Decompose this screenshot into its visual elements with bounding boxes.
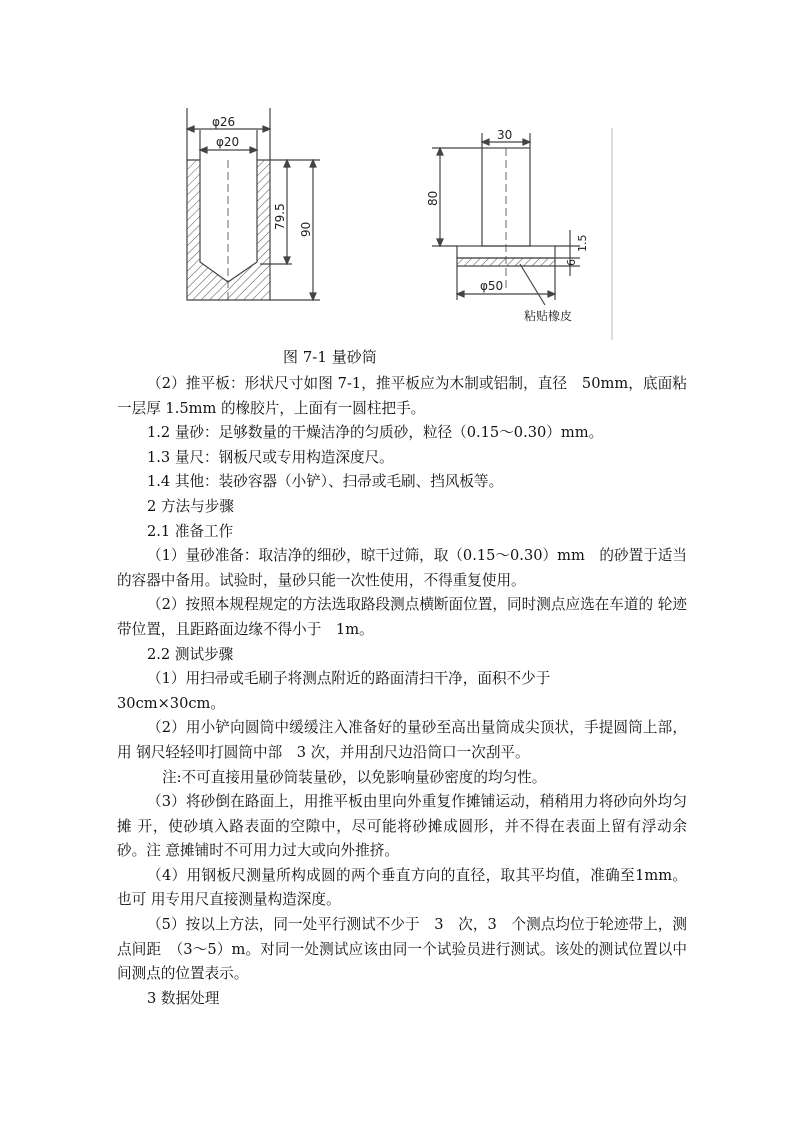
- dim-plate-total: 6: [565, 259, 578, 266]
- section-heading-preparation: 2.1 准备工作: [147, 522, 234, 540]
- section-heading-methods: 2 方法与步骤: [147, 497, 234, 515]
- section-heading-data-processing: 3 数据处理: [147, 989, 220, 1007]
- paragraph-sand: 1.2 量砂：足够数量的干燥洁净的匀质砂，粒径（0.15～0.30）mm。: [147, 424, 604, 442]
- paragraph-sand-prep: （1）量砂准备：取洁净的细砂，晾干过筛，取（0.15～0.30）mm 的砂置于适当的容器中备用。试验时，量砂只能一次性使用，不得重复使用。: [117, 547, 687, 589]
- sand-cylinder-drawing: [0, 0, 800, 350]
- paragraph-step-4: （4）用钢板尺测量所构成圆的两个垂直方向的直径，取其平均值，准确至1mm。也可 用专用尺直接测量构造深度。: [117, 866, 687, 909]
- dim-outer-dia: φ26: [212, 115, 236, 129]
- paragraph-step-1: （1）用扫帚或毛刷子将测点附近的路面清扫干净，面积不少于: [147, 670, 551, 688]
- dim-total-height: 90: [299, 221, 313, 237]
- paragraph-step-2: （2）用小铲向圆筒中缓缓注入准备好的量砂至高出量筒成尖顶状，手提圆筒上部，用 钢尺轻轻叩打圆筒中部 3 次，并用刮尺边沿筒口一次刮平。: [117, 719, 687, 761]
- paragraph-others: 1.4 其他：装砂容器（小铲）、扫帚或毛刷、挡风板等。: [147, 473, 504, 491]
- dim-plate-thickness: 1.5: [576, 234, 589, 252]
- paragraph-step-5: （5）按以上方法，同一处平行测试不少于 3 次，3 个测点均位于轮迹带上，测点间距 （3～5）m。对同一处测试应该由同一个试验员进行测试。该处的测试位置以中间测点的位置表示。: [117, 916, 687, 983]
- dim-handle-width: 30: [497, 128, 513, 142]
- figure-7-1: [0, 0, 800, 350]
- push-plate-drawing: [432, 128, 612, 340]
- figure-caption: 图 7-1 量砂筒: [283, 348, 377, 366]
- paragraph-ruler: 1.3 量尺：钢板尺或专用构造深度尺。: [147, 448, 394, 466]
- cylinder-drawing: [187, 108, 320, 300]
- paragraph-note: 注:不可直接用量砂筒装量砂，以免影响量砂密度的均匀性。: [162, 768, 547, 786]
- paragraph-step-1-area: 30cm×30cm。: [117, 694, 225, 712]
- paragraph-push-plate: （2）推平板：形状尺寸如图 7-1，推平板应为木制或铝制，直径 50mm，底面粘 一层厚 1.5mm 的橡胶片，上面有一圆柱把手。: [117, 375, 687, 417]
- section-heading-test-steps: 2.2 测试步骤: [147, 645, 234, 663]
- document-body: [117, 372, 687, 1011]
- paragraph-step-3: （3）将砂倒在路面上，用推平板由里向外重复作摊铺运动，稍稍用力将砂向外均匀摊 开，使砂填入路表面的空隙中，尽可能将砂摊成圆形，并不得在表面上留有浮动余砂。注 意摊铺时不可用力过大或向外推挤。: [117, 793, 687, 860]
- paragraph-site-selection: （2）按照本规程规定的方法选取路段测点横断面位置，同时测点应选在车道的 轮迹带位置，且距路面边缘不得小于 1m。: [117, 596, 687, 638]
- dim-inner-height: 79.5: [273, 203, 287, 230]
- dim-inner-dia: φ20: [216, 135, 240, 149]
- label-rubber: 粘贴橡皮: [524, 309, 573, 323]
- dim-handle-height: 80: [426, 190, 440, 206]
- dim-plate-dia: φ50: [480, 279, 504, 293]
